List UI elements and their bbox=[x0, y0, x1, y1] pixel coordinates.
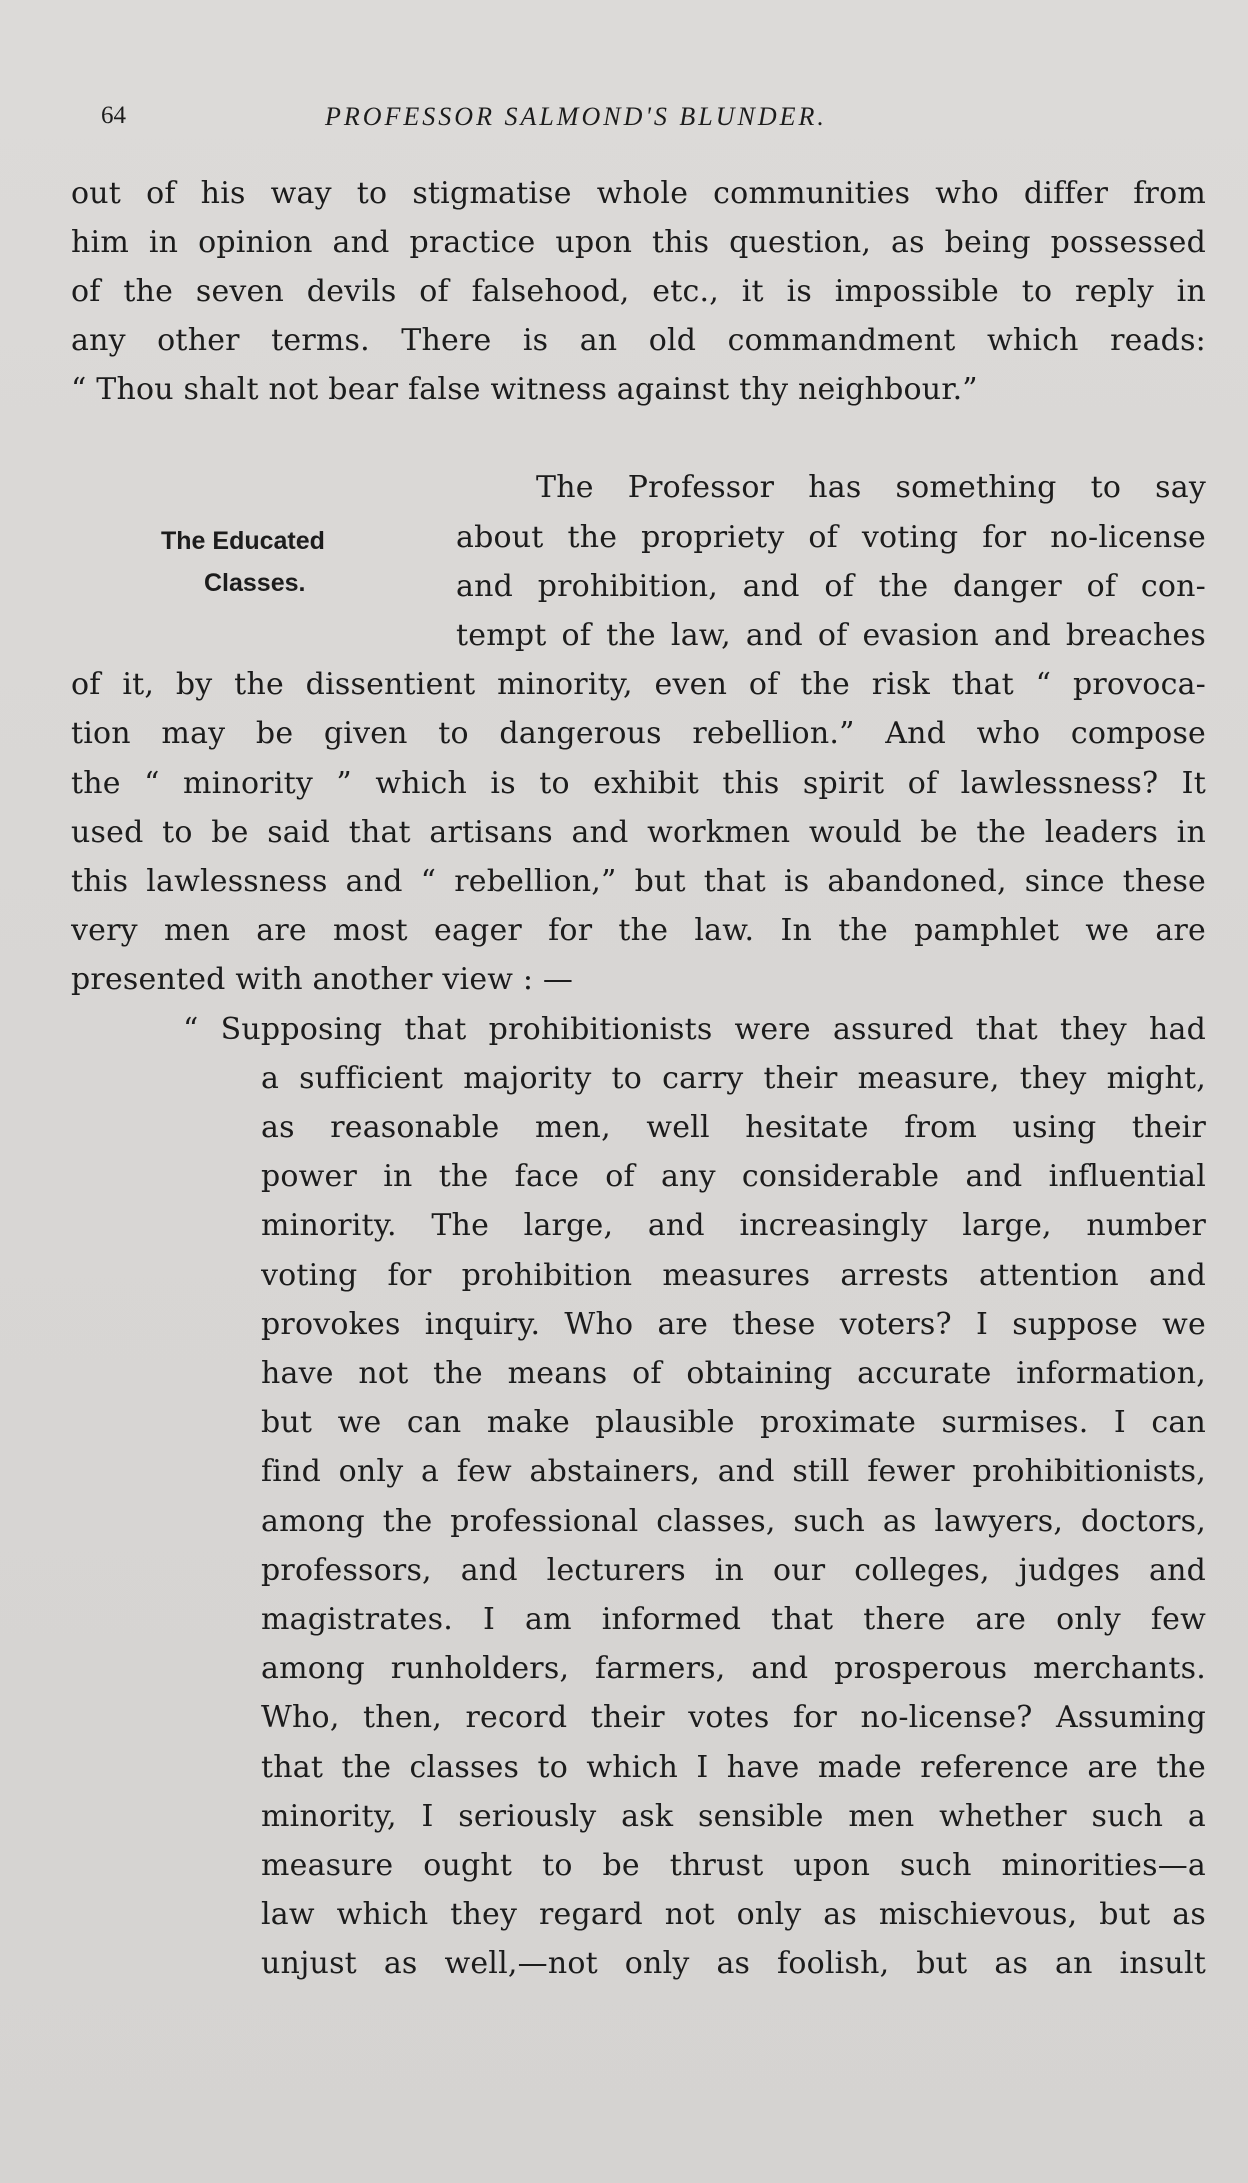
body-line: the “ minority ” which is to exhibit this spirit of lawlessness? It bbox=[71, 766, 1206, 801]
quote-line: power in the face of any considerable and influential bbox=[261, 1159, 1206, 1194]
body-line: of it, by the dissentient minority, even of the risk that “ provoca- bbox=[71, 667, 1206, 702]
quote-line: find only a few abstainers, and still fewer prohibitionists, bbox=[261, 1454, 1206, 1489]
body-line: this lawlessness and “ rebellion,” but that is abandoned, since these bbox=[71, 864, 1206, 899]
body-line: used to be said that artisans and workmen would be the leaders in bbox=[71, 815, 1206, 850]
quote-line: have not the means of obtaining accurate information, bbox=[261, 1356, 1206, 1391]
quote-line: law which they regard not only as mischievous, but as bbox=[261, 1897, 1206, 1932]
quote-line: “ Supposing that prohibitionists were assured that they had bbox=[183, 1012, 1206, 1047]
body-line: of the seven devils of falsehood, etc., it is impossible to reply in bbox=[71, 274, 1206, 309]
body-line: him in opinion and practice upon this question, as being possessed bbox=[71, 225, 1206, 260]
quote-line: among runholders, farmers, and prosperous merchants. bbox=[261, 1651, 1206, 1686]
sidenote-heading-line2: Classes. bbox=[204, 569, 306, 597]
body-line: presented with another view : — bbox=[71, 962, 574, 997]
body-line: tempt of the law, and of evasion and breaches bbox=[456, 618, 1206, 653]
quote-line: minority. The large, and increasingly large, number bbox=[261, 1208, 1206, 1243]
quote-line: Who, then, record their votes for no-license? Assuming bbox=[261, 1700, 1206, 1735]
body-line: The Professor has something to say bbox=[536, 470, 1206, 505]
body-line: “ Thou shalt not bear false witness against thy neighbour.” bbox=[71, 372, 978, 407]
quote-line: professors, and lecturers in our colleges, judges and bbox=[261, 1553, 1206, 1588]
quote-line: that the classes to which I have made reference are the bbox=[261, 1750, 1206, 1785]
body-line: any other terms. There is an old commandment which reads: bbox=[71, 323, 1206, 358]
quote-line: minority, I seriously ask sensible men whether such a bbox=[261, 1799, 1206, 1834]
quote-line: as reasonable men, well hesitate from using their bbox=[261, 1110, 1206, 1145]
quote-line: measure ought to be thrust upon such minorities—a bbox=[261, 1848, 1206, 1883]
body-line: about the propriety of voting for no-license bbox=[456, 520, 1206, 555]
quote-line: provokes inquiry. Who are these voters? I suppose we bbox=[261, 1307, 1206, 1342]
quote-line: among the professional classes, such as lawyers, doctors, bbox=[261, 1504, 1206, 1539]
running-title: PROFESSOR SALMOND'S BLUNDER. bbox=[325, 102, 827, 131]
quote-line: magistrates. I am informed that there are only few bbox=[261, 1602, 1206, 1637]
page-number: 64 bbox=[101, 102, 126, 129]
body-line: out of his way to stigmatise whole communities who differ from bbox=[71, 176, 1206, 211]
quote-line: a sufficient majority to carry their measure, they might, bbox=[261, 1061, 1206, 1096]
quote-line: voting for prohibition measures arrests attention and bbox=[261, 1258, 1206, 1293]
quote-line: unjust as well,—not only as foolish, but as an insult bbox=[261, 1946, 1206, 1981]
body-line: and prohibition, and of the danger of con- bbox=[456, 569, 1206, 604]
quote-line: but we can make plausible proximate surmises. I can bbox=[261, 1405, 1206, 1440]
body-line: very men are most eager for the law. In the pamphlet we are bbox=[71, 913, 1206, 948]
body-line: tion may be given to dangerous rebellion.” And who compose bbox=[71, 716, 1206, 751]
sidenote-heading-line1: The Educated bbox=[161, 527, 325, 555]
